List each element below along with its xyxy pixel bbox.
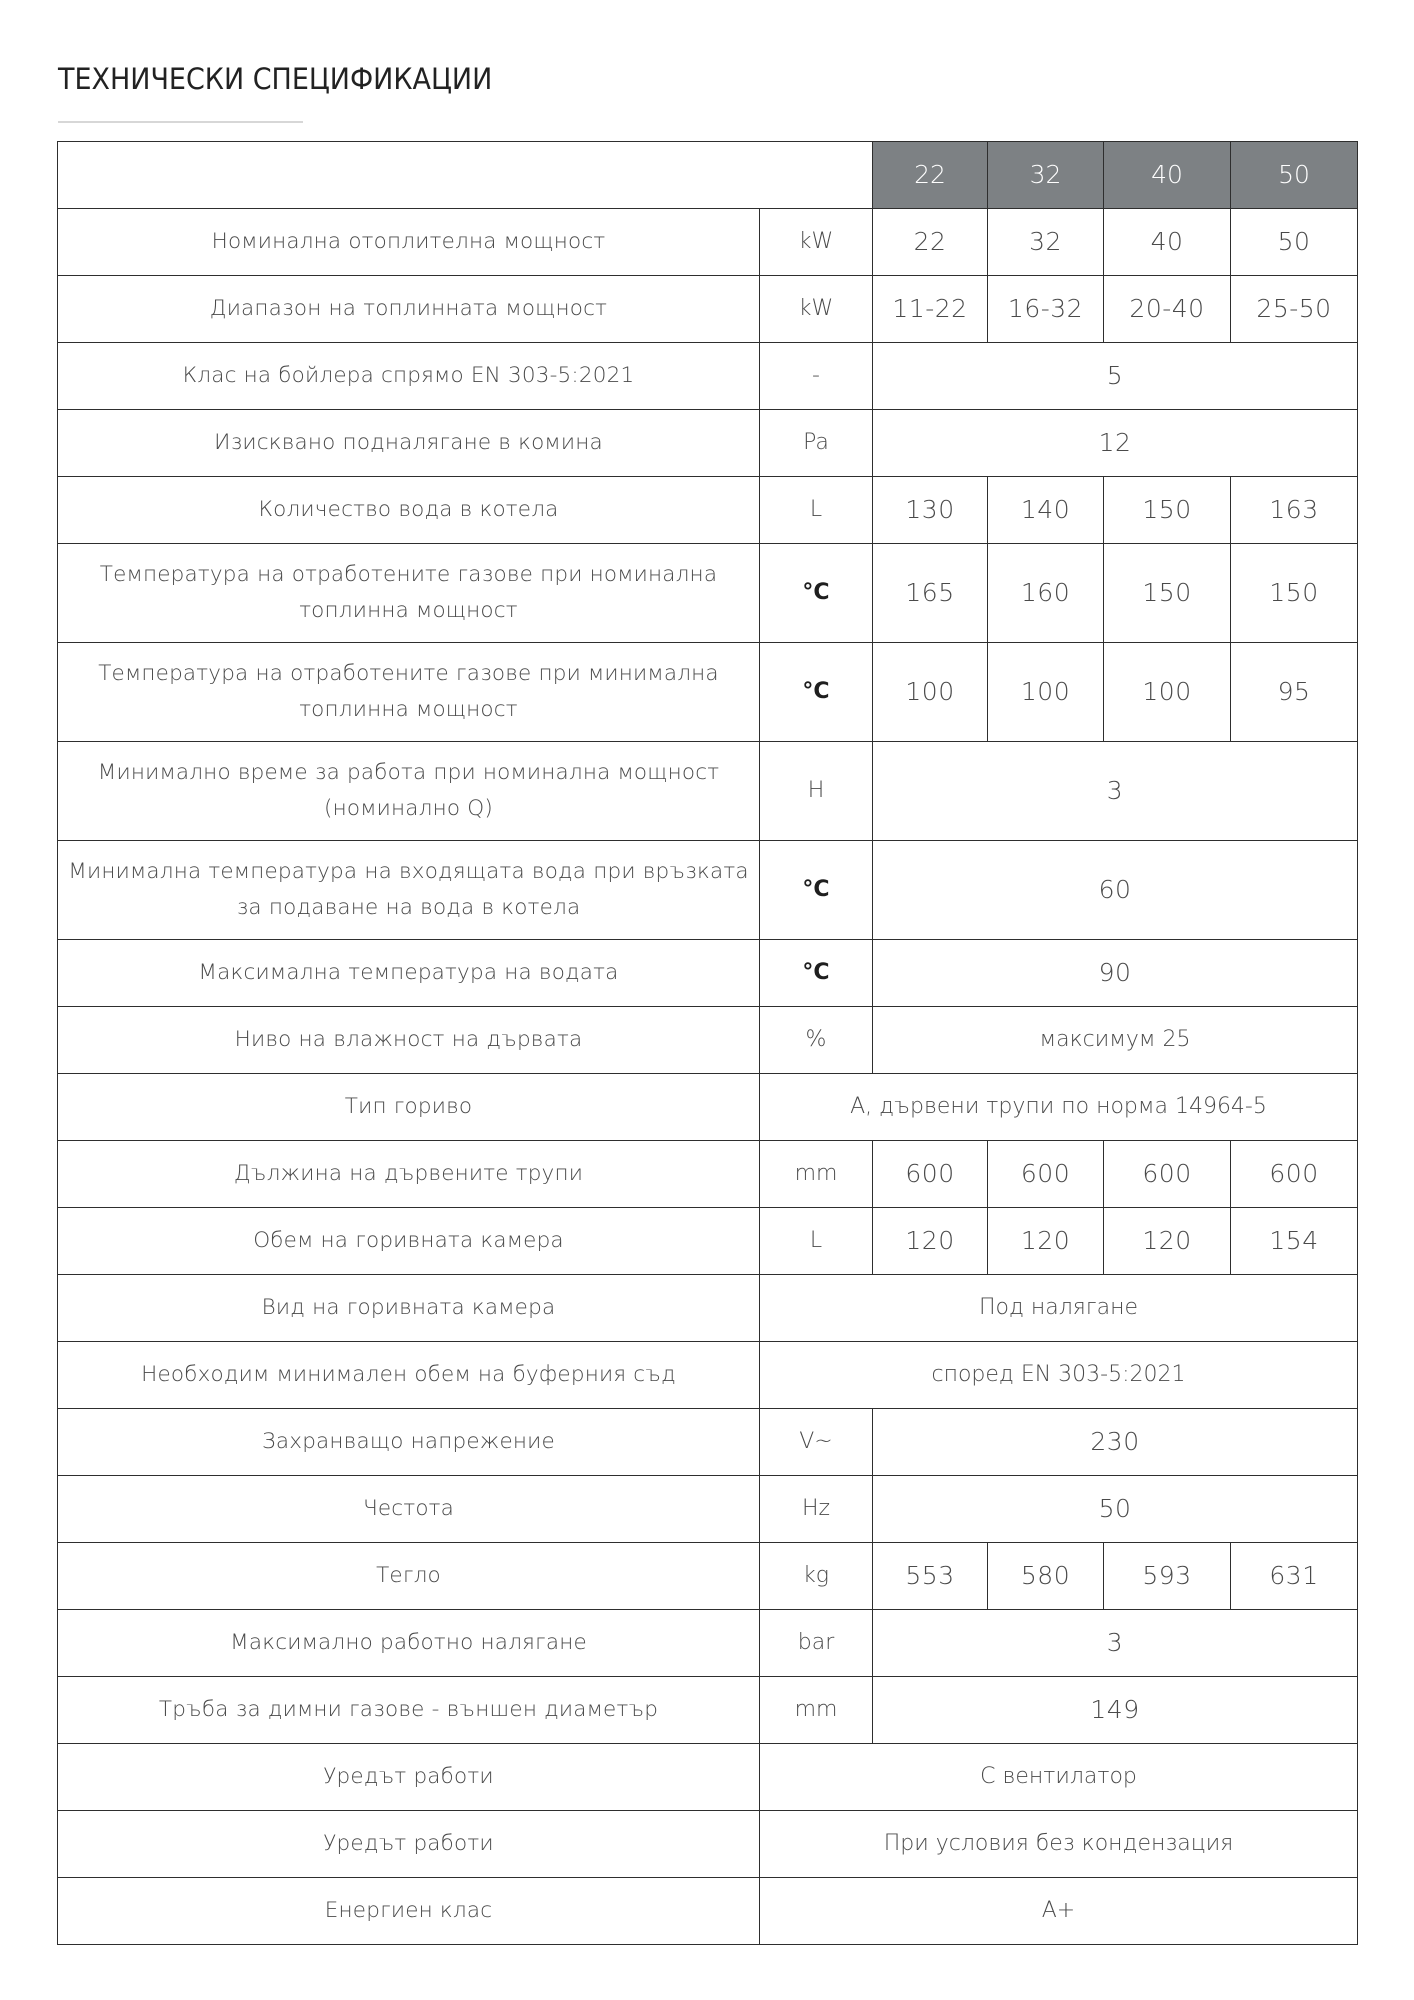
parameter-cell: Клас на бойлера спрямо EN 303-5:2021: [58, 343, 760, 410]
model-header-cell: 32: [988, 142, 1104, 209]
unit-cell: kg: [760, 1543, 873, 1610]
value-cell: 95: [1231, 643, 1358, 742]
value-cell: 631: [1231, 1543, 1358, 1610]
page-title: ТЕХНИЧЕСКИ СПЕЦИФИКАЦИИ: [58, 62, 493, 96]
parameter-cell: Уредът работи: [58, 1811, 760, 1878]
parameter-cell: Необходим минимален обем на буферния съд: [58, 1342, 760, 1409]
parameter-cell: Тип гориво: [58, 1074, 760, 1141]
spec-table-body: [58, 142, 1358, 1945]
value-cell: 600: [1104, 1141, 1231, 1208]
spec-row: [58, 1811, 1358, 1878]
parameter-cell: Дължина на дървените трупи: [58, 1141, 760, 1208]
value-cell: 22: [873, 209, 988, 276]
parameter-cell: Честота: [58, 1476, 760, 1543]
model-header-cell: 22: [873, 142, 988, 209]
value-cell: 32: [988, 209, 1104, 276]
spec-row: [58, 1208, 1358, 1275]
parameter-cell: Максимална температура на водата: [58, 940, 760, 1007]
spec-row: [58, 410, 1358, 477]
spec-row: [58, 1409, 1358, 1476]
value-merged-cell: Под налягане: [760, 1275, 1358, 1342]
value-merged-cell: С вентилатор: [760, 1744, 1358, 1811]
unit-cell: kW: [760, 276, 873, 343]
value-merged-cell: 60: [873, 841, 1358, 940]
value-merged-cell: A, дървени трупи по норма 14964-5: [760, 1074, 1358, 1141]
spec-row: [58, 1610, 1358, 1677]
value-cell: 163: [1231, 477, 1358, 544]
value-cell: 11-22: [873, 276, 988, 343]
value-cell: 553: [873, 1543, 988, 1610]
spec-row: [58, 1007, 1358, 1074]
value-cell: 120: [988, 1208, 1104, 1275]
spec-row: [58, 544, 1358, 643]
parameter-cell: Минимална температура на входящата вода при връзката за подаване на вода в котела: [58, 841, 760, 940]
unit-cell: °C: [760, 643, 873, 742]
unit-cell: L: [760, 477, 873, 544]
value-cell: 120: [1104, 1208, 1231, 1275]
unit-cell: mm: [760, 1141, 873, 1208]
spec-row: [58, 343, 1358, 410]
spec-row: [58, 1744, 1358, 1811]
spec-row: [58, 841, 1358, 940]
unit-cell: °C: [760, 841, 873, 940]
parameter-cell: Обем на горивната камера: [58, 1208, 760, 1275]
parameter-cell: Диапазон на топлинната мощност: [58, 276, 760, 343]
value-cell: 50: [1231, 209, 1358, 276]
value-merged-cell: 149: [873, 1677, 1358, 1744]
value-cell: 600: [1231, 1141, 1358, 1208]
parameter-cell: Ниво на влажност на дървата: [58, 1007, 760, 1074]
spec-row: [58, 477, 1358, 544]
parameter-cell: Максимално работно налягане: [58, 1610, 760, 1677]
spec-row: [58, 1342, 1358, 1409]
value-merged-cell: 230: [873, 1409, 1358, 1476]
unit-cell: Pa: [760, 410, 873, 477]
value-cell: 154: [1231, 1208, 1358, 1275]
value-cell: 16-32: [988, 276, 1104, 343]
value-cell: 100: [988, 643, 1104, 742]
title-divider: [58, 121, 303, 123]
spec-row: [58, 1878, 1358, 1945]
value-cell: 120: [873, 1208, 988, 1275]
value-cell: 25-50: [1231, 276, 1358, 343]
unit-cell: V~: [760, 1409, 873, 1476]
spec-row: [58, 643, 1358, 742]
parameter-cell: Тегло: [58, 1543, 760, 1610]
value-cell: 150: [1104, 477, 1231, 544]
value-merged-cell: A+: [760, 1878, 1358, 1945]
value-cell: 150: [1231, 544, 1358, 643]
parameter-cell: Температура на отработените газове при номинална топлинна мощност: [58, 544, 760, 643]
spec-row: [58, 276, 1358, 343]
spec-row: [58, 209, 1358, 276]
model-header-cell: 50: [1231, 142, 1358, 209]
parameter-cell: Захранващо напрежение: [58, 1409, 760, 1476]
header-row: [58, 142, 1358, 209]
value-cell: 40: [1104, 209, 1231, 276]
value-cell: 580: [988, 1543, 1104, 1610]
unit-cell: °C: [760, 940, 873, 1007]
value-merged-cell: 3: [873, 742, 1358, 841]
unit-cell: -: [760, 343, 873, 410]
parameter-cell: Тръба за димни газове - външен диаметър: [58, 1677, 760, 1744]
unit-cell: kW: [760, 209, 873, 276]
parameter-cell: Изисквано подналягане в комина: [58, 410, 760, 477]
unit-cell: %: [760, 1007, 873, 1074]
value-merged-cell: 90: [873, 940, 1358, 1007]
value-cell: 593: [1104, 1543, 1231, 1610]
value-merged-cell: според EN 303-5:2021: [760, 1342, 1358, 1409]
value-cell: 165: [873, 544, 988, 643]
spec-table: [57, 141, 1358, 1945]
value-cell: 130: [873, 477, 988, 544]
unit-cell: Hz: [760, 1476, 873, 1543]
value-cell: 140: [988, 477, 1104, 544]
parameter-cell: Уредът работи: [58, 1744, 760, 1811]
spec-row: [58, 1074, 1358, 1141]
unit-cell: H: [760, 742, 873, 841]
value-cell: 100: [1104, 643, 1231, 742]
value-merged-cell: максимум 25: [873, 1007, 1358, 1074]
unit-cell: bar: [760, 1610, 873, 1677]
value-merged-cell: При условия без кондензация: [760, 1811, 1358, 1878]
parameter-cell: Енергиен клас: [58, 1878, 760, 1945]
value-cell: 100: [873, 643, 988, 742]
parameter-cell: Минимално време за работа при номинална мощност (номинално Q): [58, 742, 760, 841]
unit-cell: mm: [760, 1677, 873, 1744]
value-cell: 600: [873, 1141, 988, 1208]
value-merged-cell: 5: [873, 343, 1358, 410]
value-cell: 150: [1104, 544, 1231, 643]
spec-row: [58, 1275, 1358, 1342]
value-merged-cell: 12: [873, 410, 1358, 477]
spec-row: [58, 1543, 1358, 1610]
model-header-cell: 40: [1104, 142, 1231, 209]
header-blank-cell: [58, 142, 873, 209]
value-cell: 20-40: [1104, 276, 1231, 343]
spec-row: [58, 1677, 1358, 1744]
value-cell: 160: [988, 544, 1104, 643]
spec-row: [58, 1476, 1358, 1543]
spec-row: [58, 742, 1358, 841]
spec-row: [58, 940, 1358, 1007]
unit-cell: L: [760, 1208, 873, 1275]
value-cell: 600: [988, 1141, 1104, 1208]
value-merged-cell: 3: [873, 1610, 1358, 1677]
spec-row: [58, 1141, 1358, 1208]
parameter-cell: Номинална отоплителна мощност: [58, 209, 760, 276]
parameter-cell: Вид на горивната камера: [58, 1275, 760, 1342]
parameter-cell: Количество вода в котела: [58, 477, 760, 544]
unit-cell: °C: [760, 544, 873, 643]
value-merged-cell: 50: [873, 1476, 1358, 1543]
parameter-cell: Температура на отработените газове при минимална топлинна мощност: [58, 643, 760, 742]
